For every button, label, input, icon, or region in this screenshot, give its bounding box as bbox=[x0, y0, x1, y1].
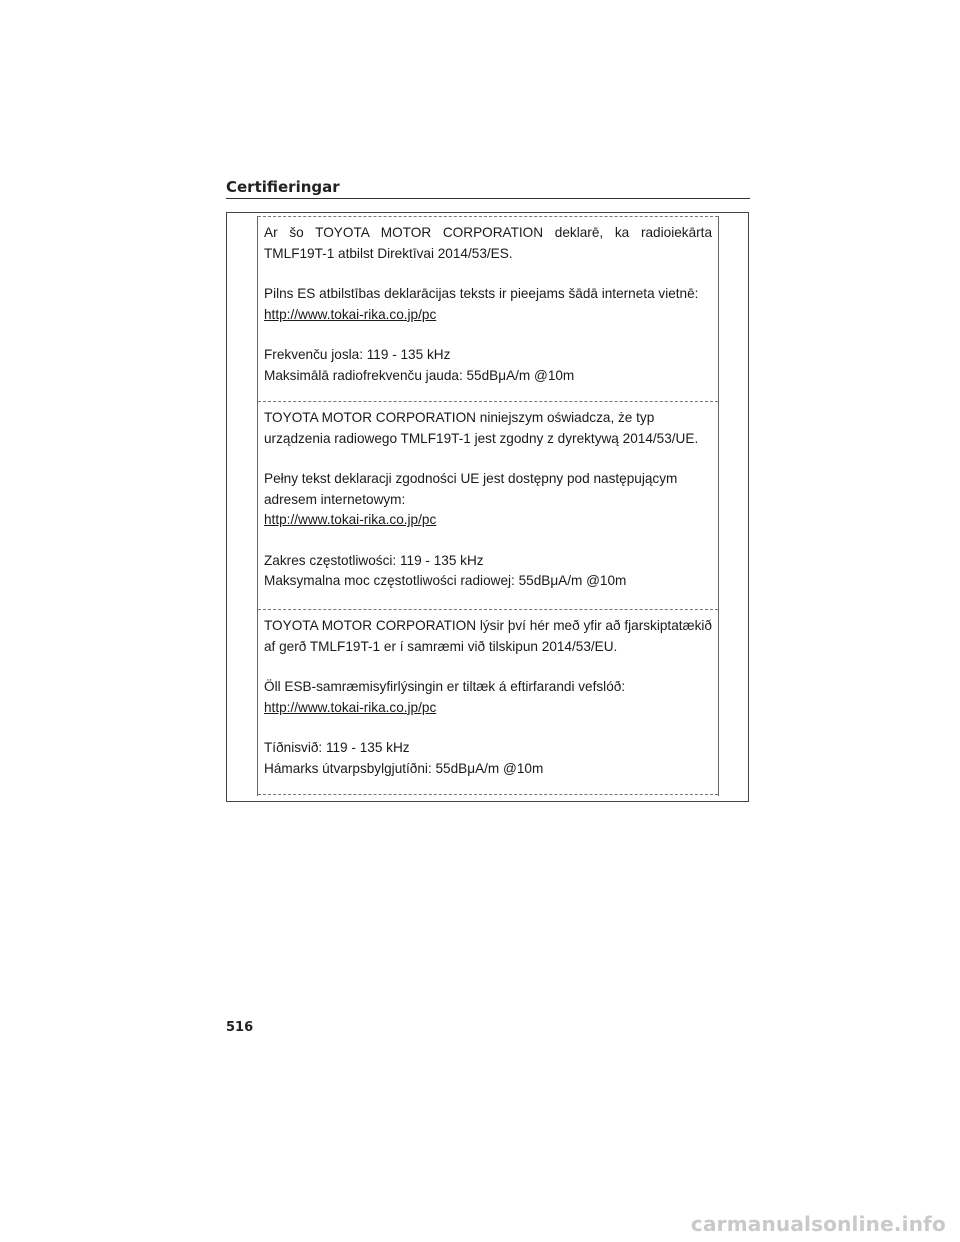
declaration-intro: TOYOTA MOTOR CORPORATION lýsir því hér með yfir að fjarskiptatækið af gerð TMLF19T-1 er í samræmi við tilskipun 2014/53/EU. bbox=[264, 618, 712, 654]
max-power: Hámarks útvarpsbylgjutíðni: 55dBμA/m @10m bbox=[264, 760, 544, 776]
declaration-intro: TOYOTA MOTOR CORPORATION niniejszym oświadcza, że typ urządzenia radiowego TMLF19T-1 jest zgodny z dyrektywą 2014/53/UE. bbox=[264, 410, 699, 446]
title-divider bbox=[226, 198, 750, 199]
declaration-link[interactable]: http://www.tokai-rika.co.jp/pc bbox=[264, 699, 437, 715]
declaration-block-is bbox=[258, 609, 718, 795]
page-number: 516 bbox=[226, 1020, 254, 1035]
max-power: Maksimālā radiofrekvenču jauda: 55dBμA/m @10m bbox=[264, 367, 575, 383]
declaration-text-lead: Öll ESB-samræmisyfirlýsingin er tiltæk á eftirfarandi vefslóð: bbox=[264, 679, 626, 694]
declaration-block-lv bbox=[258, 216, 718, 401]
declaration-text-lead: Pilns ES atbilstības deklarācijas teksts ir pieejams šādā interneta vietnē: bbox=[264, 286, 699, 301]
declaration-text-lead: Pełny tekst deklaracji zgodności UE jest dostępny pod następującym adresem internetowym: bbox=[264, 471, 678, 507]
section-title: Certifieringar bbox=[226, 178, 340, 196]
declaration-link[interactable]: http://www.tokai-rika.co.jp/pc bbox=[264, 512, 437, 527]
declaration-link[interactable]: http://www.tokai-rika.co.jp/pc bbox=[264, 306, 437, 322]
watermark-logo: carmanualsonline.info bbox=[690, 1212, 946, 1236]
frequency-band: Tíðnisvið: 119 - 135 kHz bbox=[264, 740, 410, 755]
frequency-band: Frekvenču josla: 119 - 135 kHz bbox=[264, 347, 451, 362]
max-power: Maksymalna moc częstotliwości radiowej: 55dBμA/m @10m bbox=[264, 573, 627, 588]
declaration-block-pl bbox=[258, 401, 718, 609]
frequency-band: Zakres częstotliwości: 119 - 135 kHz bbox=[264, 552, 484, 568]
declaration-intro: Ar šo TOYOTA MOTOR CORPORATION deklarē, ka radioiekārta TMLF19T-1 atbilst Direktīvai 2014/53/ES. bbox=[264, 225, 712, 261]
declaration-panel bbox=[257, 216, 719, 796]
